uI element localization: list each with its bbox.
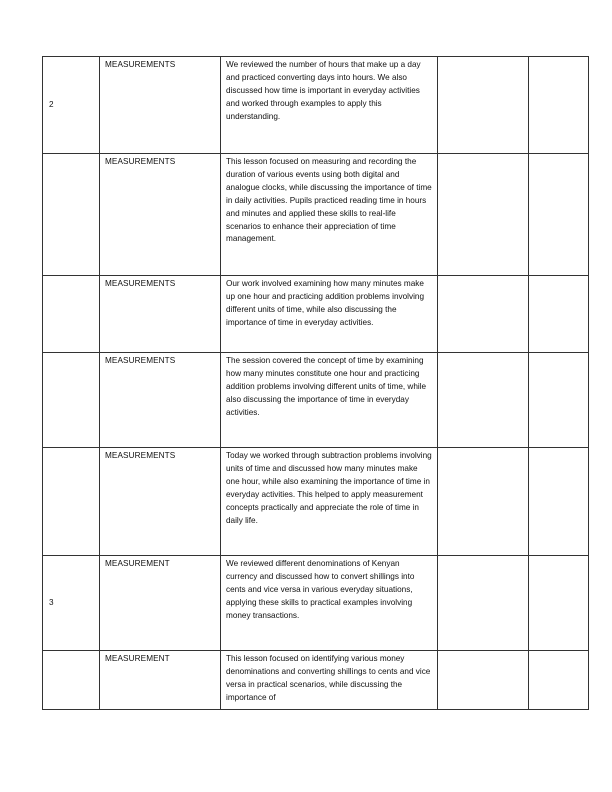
description-cell xyxy=(221,353,438,448)
lesson-description: This lesson focused on identifying various money denominations and converting shillings to cents and vice versa in practical scenarios, while discussing the importance of xyxy=(226,654,431,702)
empty-cell xyxy=(529,651,589,710)
empty-cell xyxy=(529,556,589,651)
week-cell xyxy=(43,651,100,710)
lesson-description: Our work involved examining how many minutes make up one hour and practicing addition problems involving different units of time, while also discussing the importance of time in everyday activities. xyxy=(226,279,424,327)
description-cell xyxy=(221,556,438,651)
week-cell xyxy=(43,276,100,353)
strand-cell xyxy=(100,57,221,154)
lesson-description: The session covered the concept of time by examining how many minutes constitute one hour and practicing addition problems involving different units of time, while also discussing the importance of time in everyday activities. xyxy=(226,356,427,417)
strand-label: MEASUREMENTS xyxy=(105,451,176,460)
description-cell xyxy=(221,448,438,556)
table-row xyxy=(43,154,589,276)
table-row xyxy=(43,276,589,353)
table-row xyxy=(43,651,589,710)
empty-cell xyxy=(438,353,529,448)
empty-cell xyxy=(438,651,529,710)
table-row xyxy=(43,353,589,448)
description-cell xyxy=(221,154,438,276)
table-row xyxy=(43,556,589,651)
strand-label: MEASUREMENTS xyxy=(105,279,176,288)
lesson-description: We reviewed the number of hours that make up a day and practiced converting days into hours. We also discussed how time is important in everyday activities and worked through examples to apply this understanding. xyxy=(226,60,421,121)
description-cell xyxy=(221,651,438,710)
table-row xyxy=(43,57,589,154)
strand-cell xyxy=(100,448,221,556)
lesson-record-table xyxy=(42,56,589,710)
empty-cell xyxy=(438,276,529,353)
strand-cell xyxy=(100,651,221,710)
description-cell xyxy=(221,57,438,154)
week-cell xyxy=(43,154,100,276)
strand-cell xyxy=(100,276,221,353)
empty-cell xyxy=(529,276,589,353)
strand-cell xyxy=(100,154,221,276)
strand-label: MEASUREMENTS xyxy=(105,157,176,166)
week-cell xyxy=(43,448,100,556)
strand-label: MEASUREMENT xyxy=(105,654,170,663)
week-number: 3 xyxy=(49,597,54,607)
week-cell xyxy=(43,556,100,651)
empty-cell xyxy=(529,353,589,448)
lesson-description: Today we worked through subtraction problems involving units of time and discussed how many minutes make one hour, while also examining the importance of time in everyday activities. This helped to apply measurement concepts practically and appreciate the role of time in daily life. xyxy=(226,451,432,525)
week-cell xyxy=(43,353,100,448)
strand-cell xyxy=(100,353,221,448)
week-cell xyxy=(43,57,100,154)
lesson-description: We reviewed different denominations of Kenyan currency and discussed how to convert shillings into cents and vice versa in various everyday situations, applying these skills to practical examples involving money transactions. xyxy=(226,559,415,620)
empty-cell xyxy=(438,448,529,556)
strand-label: MEASUREMENTS xyxy=(105,60,176,69)
empty-cell xyxy=(529,57,589,154)
lesson-description: This lesson focused on measuring and recording the duration of various events using both digital and analogue clocks, while discussing the importance of time in daily activities. Pupils practiced reading time in hours and minutes and applied these skills to real-life scenarios to enhance their appreciation of time management. xyxy=(226,157,432,244)
empty-cell xyxy=(438,154,529,276)
strand-label: MEASUREMENTS xyxy=(105,356,176,365)
empty-cell xyxy=(529,448,589,556)
empty-cell xyxy=(438,57,529,154)
description-cell xyxy=(221,276,438,353)
empty-cell xyxy=(438,556,529,651)
empty-cell xyxy=(529,154,589,276)
table-row xyxy=(43,448,589,556)
strand-label: MEASUREMENT xyxy=(105,559,170,568)
strand-cell xyxy=(100,556,221,651)
week-number: 2 xyxy=(49,99,54,109)
